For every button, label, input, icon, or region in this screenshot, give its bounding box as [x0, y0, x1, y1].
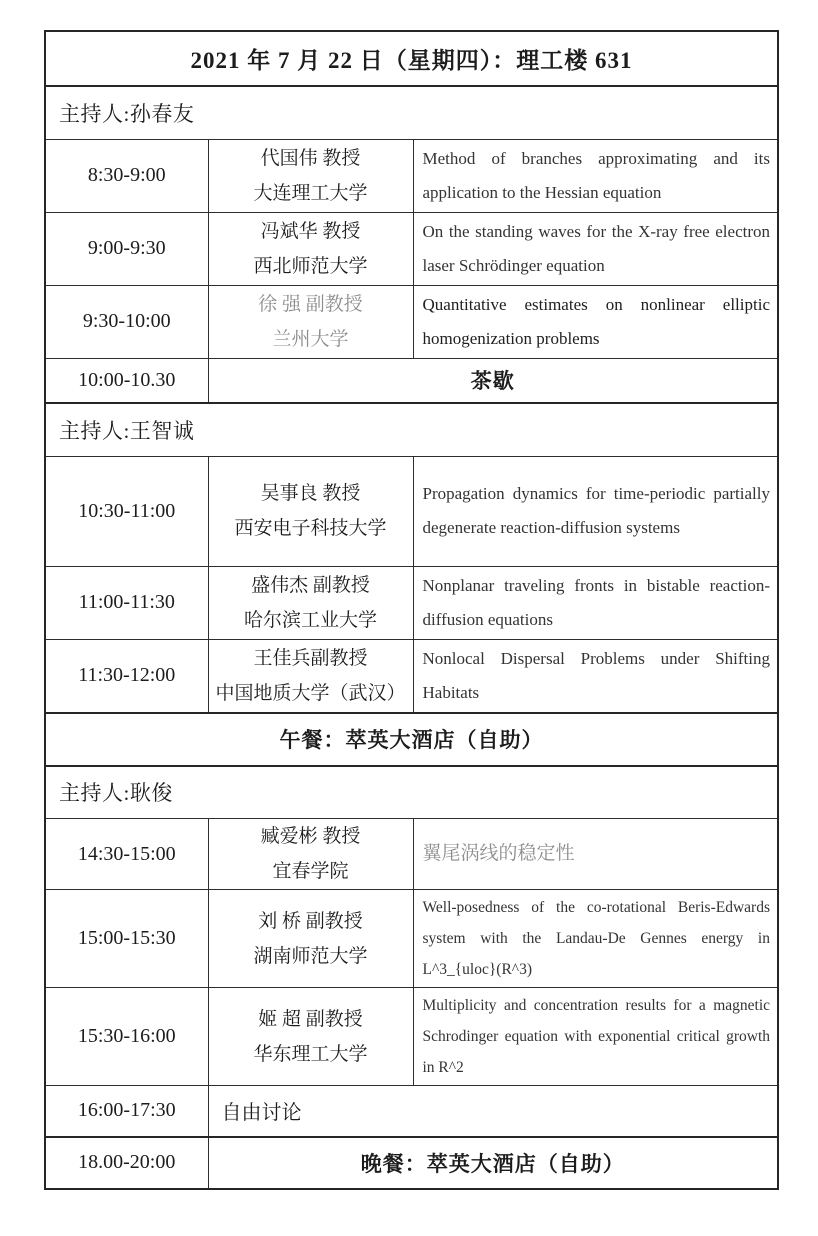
- time-cell: 15:30-16:00: [45, 988, 208, 1086]
- session-host: 主持人:孙春友: [45, 86, 778, 139]
- time-cell: 9:30-10:00: [45, 285, 208, 358]
- table-row: [45, 456, 778, 566]
- table-row: [45, 86, 778, 139]
- dinner-cell: 晚餐：萃英大酒店（自助）: [208, 1137, 778, 1189]
- speaker-cell: [208, 890, 413, 988]
- table-row: [45, 713, 778, 766]
- table-row: [45, 139, 778, 212]
- conference-schedule-table: [44, 30, 779, 1190]
- speaker-cell: [208, 566, 413, 639]
- lunch-cell: 午餐：萃英大酒店（自助）: [45, 713, 778, 766]
- talk-title-cell: Well-posedness of the co-rotational Beris-Edwards system with the Landau-De Gennes energy in L^3_{uloc}(R^3): [413, 890, 778, 988]
- time-cell: 8:30-9:00: [45, 139, 208, 212]
- speaker-affiliation: 西安电子科技大学: [234, 518, 387, 539]
- speaker-name: 吴事良 教授: [260, 483, 361, 504]
- speaker-cell: [208, 988, 413, 1086]
- talk-title-cell: Method of branches approximating and its application to the Hessian equation: [413, 139, 778, 212]
- speaker-cell: [208, 819, 413, 890]
- table-row: [45, 403, 778, 456]
- table-row: [45, 285, 778, 358]
- talk-title-cell: Multiplicity and concentration results for a magnetic Schrodinger equation with exponential critical growth in R^2: [413, 988, 778, 1086]
- speaker-affiliation: 兰州大学: [272, 328, 349, 350]
- speaker-cell: [208, 456, 413, 566]
- speaker-cell: [208, 139, 413, 212]
- time-cell: 11:30-12:00: [45, 639, 208, 713]
- time-cell: 10:00-10.30: [45, 358, 208, 403]
- time-cell: 16:00-17:30: [45, 1086, 208, 1137]
- session-host: 主持人:王智诚: [45, 403, 778, 456]
- time-cell: 10:30-11:00: [45, 456, 208, 566]
- tea-break-cell: 茶歇: [208, 358, 778, 403]
- speaker-affiliation: 大连理工大学: [253, 182, 368, 204]
- speaker-name: 臧爱彬 教授: [260, 826, 361, 847]
- table-row: [45, 1137, 778, 1189]
- page-title: 2021 年 7 月 22 日（星期四）：理工楼 631: [45, 31, 778, 86]
- speaker-name: 徐 强 副教授: [258, 293, 363, 315]
- time-cell: 18.00-20:00: [45, 1137, 208, 1189]
- free-discussion-cell: 自由讨论: [208, 1086, 778, 1137]
- time-cell: 14:30-15:00: [45, 819, 208, 890]
- table-row: [45, 639, 778, 713]
- talk-title-cell: Propagation dynamics for time-periodic partially degenerate reaction-diffusion systems: [413, 456, 778, 566]
- talk-title-cell: Nonplanar traveling fronts in bistable reaction-diffusion equations: [413, 566, 778, 639]
- table-row: [45, 988, 778, 1086]
- table-row: [45, 819, 778, 890]
- time-cell: 15:00-15:30: [45, 890, 208, 988]
- table-row: [45, 766, 778, 819]
- speaker-affiliation: 湖南师范大学: [253, 945, 368, 967]
- table-row: [45, 1086, 778, 1137]
- speaker-name: 冯斌华 教授: [260, 220, 361, 242]
- talk-title-cell: 翼尾涡线的稳定性: [413, 819, 778, 890]
- talk-title-cell: Quantitative estimates on nonlinear elliptic homogenization problems: [413, 285, 778, 358]
- session-host: 主持人:耿俊: [45, 766, 778, 819]
- talk-title-cell: On the standing waves for the X-ray free electron laser Schrödinger equation: [413, 212, 778, 285]
- table-row: [45, 566, 778, 639]
- speaker-affiliation: 哈尔滨工业大学: [243, 609, 377, 631]
- table-row: [45, 358, 778, 403]
- speaker-affiliation: 西北师范大学: [253, 255, 368, 277]
- table-row: [45, 890, 778, 988]
- speaker-cell: [208, 212, 413, 285]
- time-cell: 9:00-9:30: [45, 212, 208, 285]
- time-cell: 11:00-11:30: [45, 566, 208, 639]
- table-row: [45, 212, 778, 285]
- speaker-affiliation: 华东理工大学: [253, 1043, 368, 1065]
- speaker-name: 刘 桥 副教授: [258, 910, 363, 932]
- speaker-affiliation: 宜春学院: [272, 861, 349, 882]
- speaker-affiliation: 中国地质大学（武汉）: [215, 682, 406, 704]
- talk-title-cell: Nonlocal Dispersal Problems under Shifting Habitats: [413, 639, 778, 713]
- speaker-name: 盛伟杰 副教授: [251, 574, 370, 596]
- speaker-name: 王佳兵副教授: [253, 647, 368, 669]
- speaker-name: 代国伟 教授: [260, 147, 361, 169]
- speaker-cell: [208, 285, 413, 358]
- table-row: [45, 31, 778, 86]
- speaker-cell: [208, 639, 413, 713]
- speaker-name: 姬 超 副教授: [258, 1008, 363, 1030]
